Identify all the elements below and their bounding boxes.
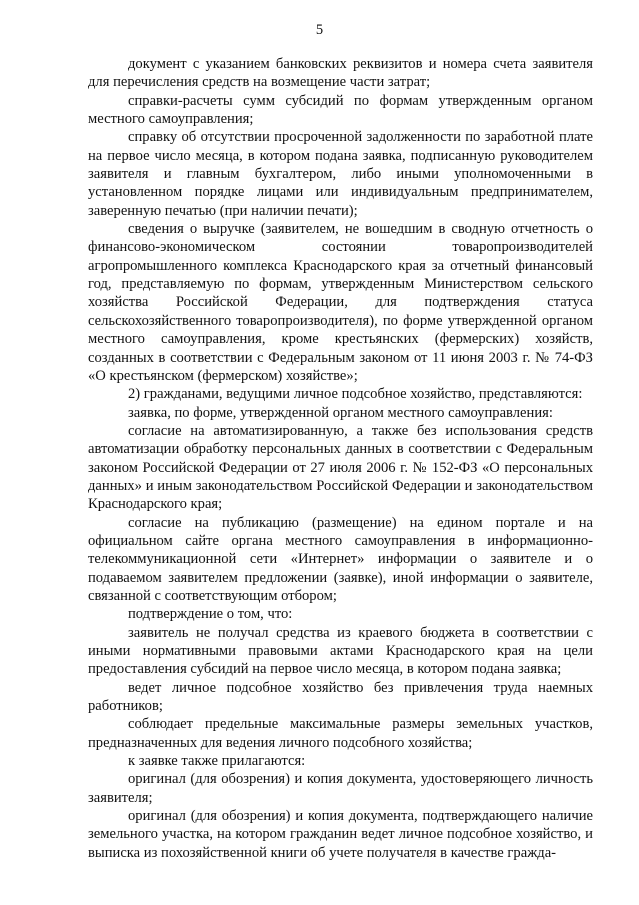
body-text — [88, 55, 593, 862]
paragraph: согласие на автоматизированную, а также без использования средств автоматизации обработку персональных данных в соответствии с Федеральным законом Российской Федерации от 27 июля 2006 г. № 152-ФЗ «О персональных данных» и иным законодательством Российской Федерации и законодательством Краснодарского края; — [88, 422, 593, 513]
paragraph: к заявке также прилагаются: — [128, 753, 306, 770]
paragraph: оригинал (для обозрения) и копия документа, подтверждающего наличие земельного участка, на котором гражданин ведет личное подсобное хозяйство, и выписка из похозяйственной книги об учете получателя в качестве гражда- — [88, 808, 593, 861]
paragraph: сведения о выручке (заявителем, не вошедшим в сводную отчетность о финансово-экономическом состоянии товаропроизводителей агропромышленного комплекса Краснодарского края за отчетный финансовый год, представляемую по формам, утвержденным Министерством сельского хозяйства Российской Федерации, для подтверждения статуса сельскохозяйственного товаропроизводителя), по форме утвержденной органом местного самоуправления, кроме крестьянских (фермерских) хозяйств, созданных в соответствии с Федеральным законом от 11 июня 2003 г. № 74-ФЗ «О крестьянском (фермерском) хозяйстве»; — [88, 221, 593, 384]
paragraph: справки-расчеты сумм субсидий по формам утвержденным органом местного самоуправления; — [88, 92, 593, 128]
paragraph: справку об отсутствии просроченной задолженности по заработной плате на первое число месяца, в котором подана заявка, подписанную руководителем заявителя и главным бухгалтером, либо иными уполномоченными в установленном порядке лицами или индивидуальным предпринимателем, заверенную печатью (при наличии печати); — [88, 129, 593, 219]
paragraph: заявитель не получал средства из краевого бюджета в соответствии с иными нормативными правовыми актами Краснодарского края на цели предоставления субсидий на первое число месяца, в котором подана заявка; — [88, 624, 593, 678]
paragraph: согласие на публикацию (размещение) на едином портале и на официальном сайте органа местного самоуправления в информационно-телекоммуникационной сети «Интернет» информации о заявителе и о подаваемом заявителем предложении (заявке), иной информации о заявителе, связанной с соответствующим отбором; — [88, 514, 593, 604]
page-number: 5 — [315, 22, 324, 38]
paragraph: ведет личное подсобное хозяйство без привлечения труда наемных работников; — [88, 679, 593, 715]
paragraph: документ с указанием банковских реквизитов и номера счета заявителя для перечисления средств на возмещение части затрат; — [88, 56, 593, 91]
paragraph: заявка, по форме, утвержденной органом местного самоуправления: — [128, 404, 553, 421]
paragraph: соблюдает предельные максимальные размеры земельных участков, предназначенных для ведения личного подсобного хозяйства; — [88, 716, 593, 751]
paragraph: оригинал (для обозрения) и копия документа, удостоверяющего личность заявителя; — [88, 771, 593, 806]
paragraph: 2) гражданами, ведущими личное подсобное хозяйство, представляются: — [128, 386, 583, 403]
paragraph: подтверждение о том, что: — [128, 606, 293, 623]
